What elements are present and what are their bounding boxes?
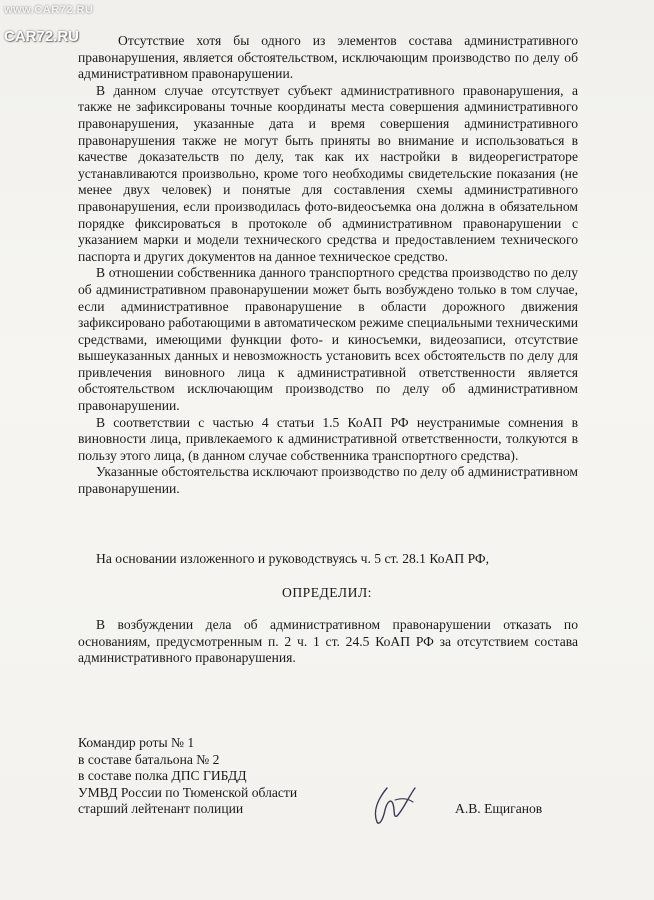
legal-basis: На основании изложенного и руководствуясь ч. 5 ст. 28.1 КоАП РФ, xyxy=(96,551,490,566)
signatory-line: Командир роты № 1 xyxy=(78,735,195,750)
paragraph: Указанные обстоятельства исключают производство по делу об административном правонарушении. xyxy=(78,464,578,497)
resolution-heading: ОПРЕДЕЛИЛ: xyxy=(282,585,372,600)
signatory-line: в составе полка ДПС ГИБДД xyxy=(78,768,247,784)
site-watermark: www.CAR72.RU xyxy=(4,4,94,16)
site-logo-watermark: CAR72.RU xyxy=(4,28,80,45)
signatory-line: в составе батальона № 2 xyxy=(78,751,220,767)
signatory-line: старший лейтенант полиции xyxy=(78,801,244,817)
decision-text xyxy=(78,617,578,667)
document-body xyxy=(78,33,578,498)
paragraph: В возбуждении дела об административном правонарушении отказать по основаниям, предусмотренным п. 2 ч. 1 ст. 24.5 КоАП РФ за отсутствием состава административного правонарушения. xyxy=(78,617,578,666)
signatory-block xyxy=(78,735,358,818)
paragraph: В соответствии с частью 4 статьи 1.5 КоАП РФ неустранимые сомнения в виновности лица, привлекаемого к административной ответственности, толкуются в пользу этого лица, (в данном случае собственника транспортного средства). xyxy=(78,414,578,463)
signatory-line: УМВД России по Тюменской области xyxy=(78,784,298,800)
signer-name: А.В. Ещиганов xyxy=(455,801,543,816)
paragraph: Отсутствие хотя бы одного из элементов состава административного правонарушения, является обстоятельством, исключающим производство по делу об административном правонарушении. xyxy=(78,33,578,82)
paragraph: В отношении собственника данного транспортного средства производство по делу об административном правонарушении может быть возбуждено только в том случае, если административное правонарушение в области дорожного движения зафиксировано работающими в автоматическом режиме специальными техническими средствами, имеющими функции фото- и киносъемки, видеозаписи, отсутствие вышеуказанных данных и невозможность установить всех обстоятельств по делу для привлечения виновного лица к административной ответственности является обстоятельством исключающим производство по делу об административном правонарушении. xyxy=(78,265,578,414)
handwritten-signature xyxy=(365,780,425,830)
paragraph: В данном случае отсутствует субъект административного правонарушения, а также не зафиксированы точные координаты места совершения административного правонарушения, указанные дата и время совершения административного правонарушения также не могут быть приняты во внимание и использоваться в качестве доказательств по делу, так как их настройки в видеорегистраторе устанавливаются произвольно, кроме того необходимы свидетельские показания (не менее двух человек) и понятые для составления схемы административного правонарушения, если производилась фото-видеосъемка она должна в обязательном порядке фиксироваться в протоколе об административном правонарушении с указанием марки и модели технического средства и предоставлением технического паспорта и других документов на данное техническое средство. xyxy=(78,82,578,264)
